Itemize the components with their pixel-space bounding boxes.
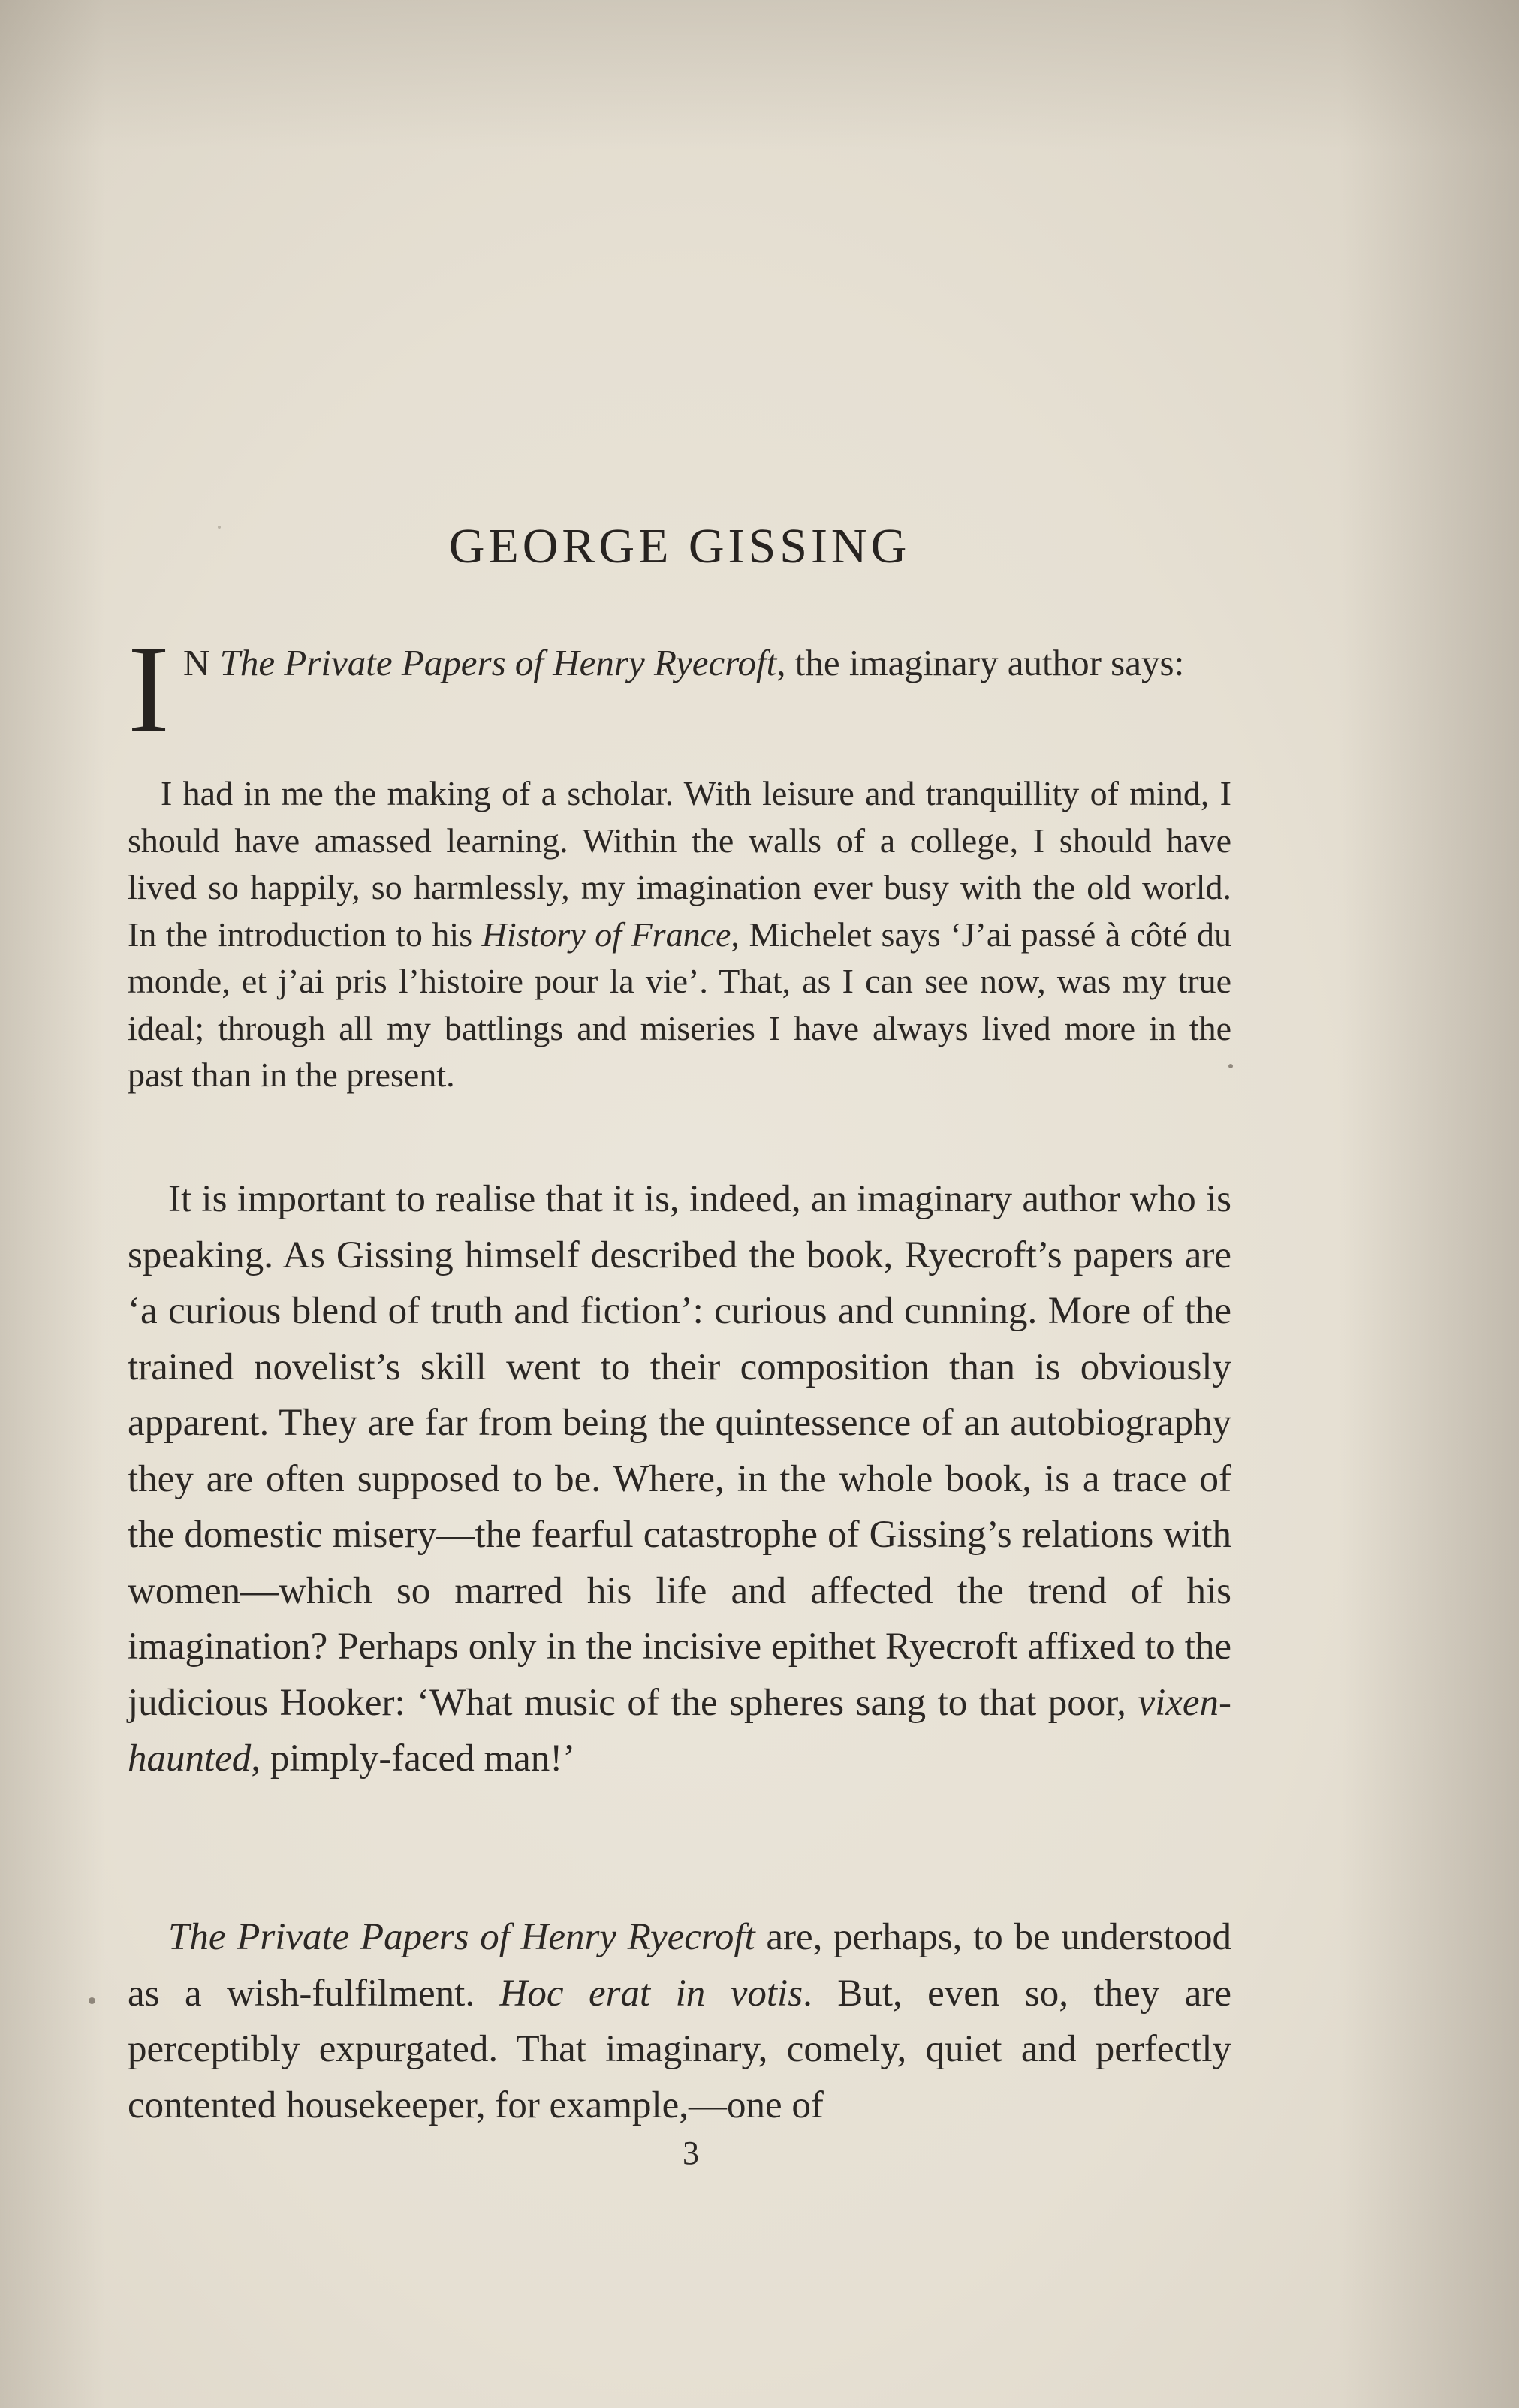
chapter-title: GEORGE GISSING bbox=[448, 519, 911, 574]
paper-speck bbox=[218, 526, 221, 529]
book-title-italic: The Private Papers of Henry Ryecroft bbox=[219, 642, 777, 683]
page-shadow-right bbox=[1339, 0, 1519, 2408]
body-paragraph-2: The Private Papers of Henry Ryecroft are, perhaps, to be understood as a wish-fulfilment. Hoc erat in votis. But, even so, they are perceptibly expurgated. That imaginary, comely, quiet and perfectly contented housekeeper, for example,—one of bbox=[128, 1916, 1231, 2126]
intro-rest: , the imaginary author says: bbox=[776, 642, 1185, 683]
page-shadow-top bbox=[0, 0, 1519, 150]
page-shadow-left bbox=[0, 0, 105, 2408]
page-number: 3 bbox=[683, 2135, 699, 2171]
block-quote: I had in me the making of a scholar. With leisure and tranquillity of mind, I should have amassed learning. Within the walls of a college, I should have lived so happily, so harmlessly, my imagination ever busy with the old world. In the introduction to his History of France, Michelet says ‘J’ai passé à côté du monde, et j’ai pris l’histoire pour la vie’. That, as I can see now, was my true ideal; through all my battlings and miseries I have always lived more in the past than in the present. bbox=[128, 774, 1231, 1094]
show-through-reverse-page bbox=[481, 135, 1246, 481]
intro-lead: N bbox=[182, 642, 211, 683]
drop-cap: I bbox=[128, 619, 170, 759]
paper-speck bbox=[89, 1997, 95, 2004]
body-paragraph-1: It is important to realise that it is, indeed, an imaginary author who is speaking. As Gissing himself described the book, Ryecroft’s papers are ‘a curious blend of truth and fiction’: curious and cunning. More of the trained novelist’s skill went to their composition than is obviously apparent. They are far from being the quintessence of an autobiography they are often supposed to be. Where, in the whole book, is a trace of the domestic misery—the fearful catastrophe of Gissing’s relations with women—which so marred his life and affected the trend of his imagination? Perhaps only in the incisive epithet Ryecroft affixed to the judicious Hooker: ‘What music of the spheres sang to that poor, vixen-haunted, pimply-faced man!’ bbox=[128, 1178, 1231, 1780]
italic-latin-phrase: Hoc erat in votis bbox=[499, 1972, 803, 2015]
italic-phrase: vixen-haunted bbox=[128, 1681, 1231, 1780]
quote-italic-title: History of France bbox=[481, 915, 731, 954]
intro-paragraph bbox=[128, 619, 1231, 759]
paper-speck bbox=[1228, 1064, 1233, 1068]
italic-book-title: The Private Papers of Henry Ryecroft bbox=[168, 1916, 755, 1958]
